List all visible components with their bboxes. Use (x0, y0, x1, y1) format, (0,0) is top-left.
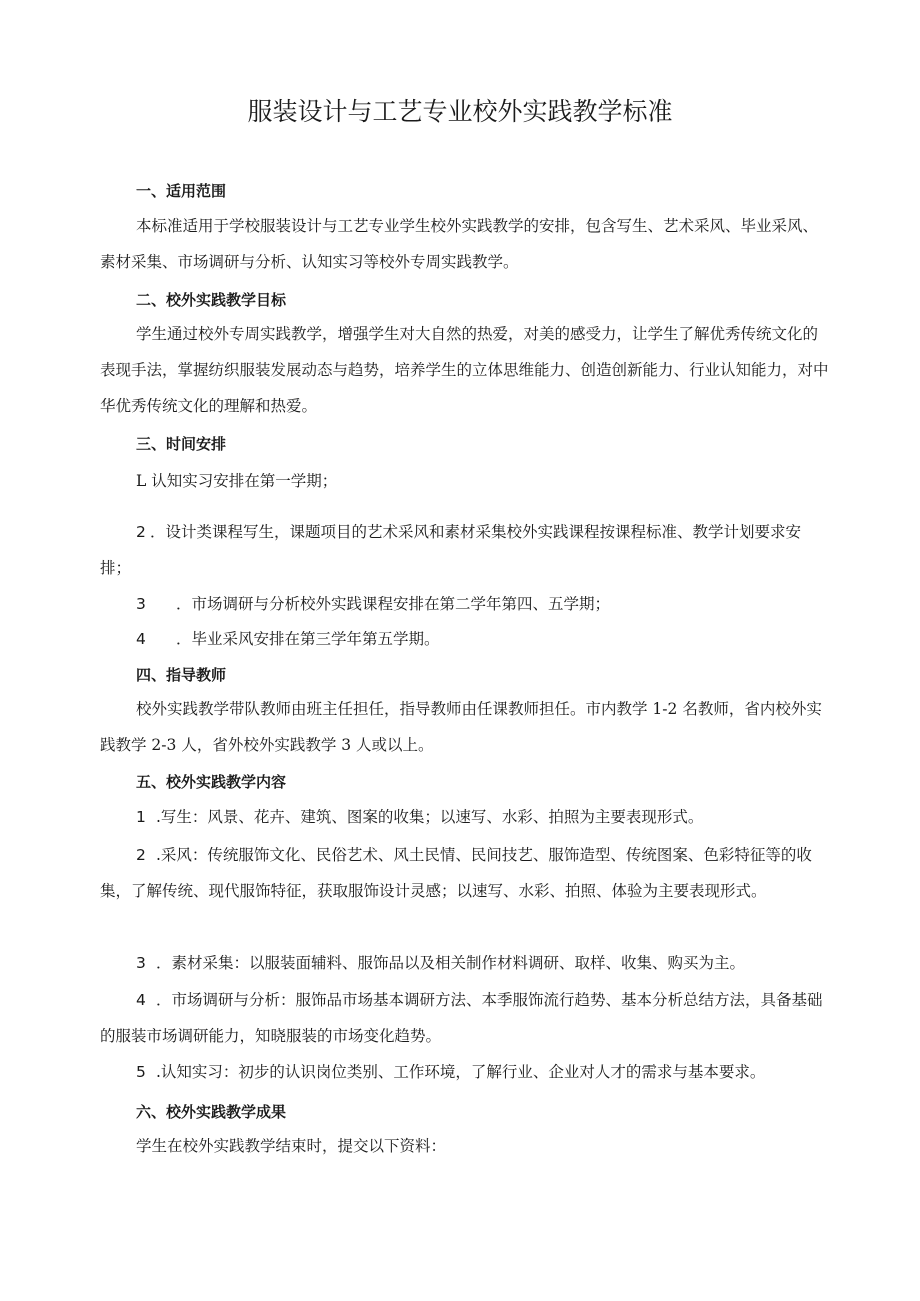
section-paragraph-teachers: 校外实践教学带队教师由班主任担任，指导教师由任课教师担任。市内教学 1-2 名教师，省内校外实践教学 2-3 人，省外校外实践教学 3 人或以上。 (100, 700, 822, 754)
section-heading-teachers: 四、指导教师 (136, 666, 227, 684)
content-item-5 (136, 1054, 765, 1090)
list-text: ．市场调研与分析校外实践课程安排在第二学年第四、五学期； (176, 595, 611, 613)
content-item-2-text: .采风：传统服饰文化、民俗艺术、风土民情、民间技艺、服饰造型、传统图案、色彩特征等的收集，了解传统、现代服饰特征，获取服饰设计灵感；以速写、水彩、拍照、体验为主要表现形式。 (100, 846, 812, 900)
list-number: 2 (136, 846, 146, 864)
section-heading-results: 六、校外实践教学成果 (136, 1103, 287, 1121)
schedule-item-2-text: ．设计类课程写生，课题项目的艺术采风和素材采集校外实践课程按课程标准、教学计划要求安排； (100, 523, 802, 577)
content-item-3 (136, 945, 745, 981)
list-number: 4 (136, 630, 146, 648)
schedule-item-4 (136, 621, 440, 657)
section-paragraph-goals: 学生通过校外专周实践教学，增强学生对大自然的热爱，对美的感受力，让学生了解优秀传统文化的表现手法，掌握纺织服装发展动态与趋势，培养学生的立体思维能力、创造创新能力、行业认知能力，对中华优秀传统文化的理解和热爱。 (100, 325, 829, 415)
schedule-item-3 (136, 586, 610, 622)
list-text: ．毕业采风安排在第三学年第五学期。 (176, 630, 440, 648)
list-text: .写生：风景、花卉、建筑、图案的收集；以速写、水彩、拍照为主要表现形式。 (156, 808, 704, 826)
section-paragraph-scope: 本标准适用于学校服装设计与工艺专业学生校外实践教学的安排，包含写生、艺术采风、毕业采风、素材采集、市场调研与分析、认知实习等校外专周实践教学。 (100, 217, 819, 271)
list-number: 2 (136, 523, 146, 541)
schedule-item-1: L 认知实习安排在第一学期； (136, 472, 338, 490)
page-title: 服装设计与工艺专业校外实践教学标准 (247, 97, 673, 126)
list-text: ．素材采集：以服装面辅料、服饰品以及相关制作材料调研、取样、收集、购买为主。 (156, 954, 746, 972)
content-item-1 (136, 799, 703, 835)
list-text: .认知实习：初步的认识岗位类别、工作环境，了解行业、企业对人才的需求与基本要求。 (156, 1063, 766, 1081)
content-item-4-text: ．市场调研与分析：服饰品市场基本调研方法、本季服饰流行趋势、基本分析总结方法，具备基础的服装市场调研能力，知晓服装的市场变化趋势。 (100, 991, 823, 1045)
section-heading-content: 五、校外实践教学内容 (136, 773, 287, 791)
list-number: 4 (136, 991, 146, 1009)
list-number: 1 (136, 808, 146, 826)
list-number: 5 (136, 1063, 146, 1081)
list-number: 3 (136, 954, 146, 972)
section-heading-goals: 二、校外实践教学目标 (136, 291, 287, 309)
section-heading-scope: 一、适用范围 (136, 182, 227, 200)
section-heading-schedule: 三、时间安排 (136, 435, 227, 453)
list-number: 3 (136, 595, 146, 613)
section-paragraph-results: 学生在校外实践教学结束时，提交以下资料： (136, 1137, 447, 1155)
